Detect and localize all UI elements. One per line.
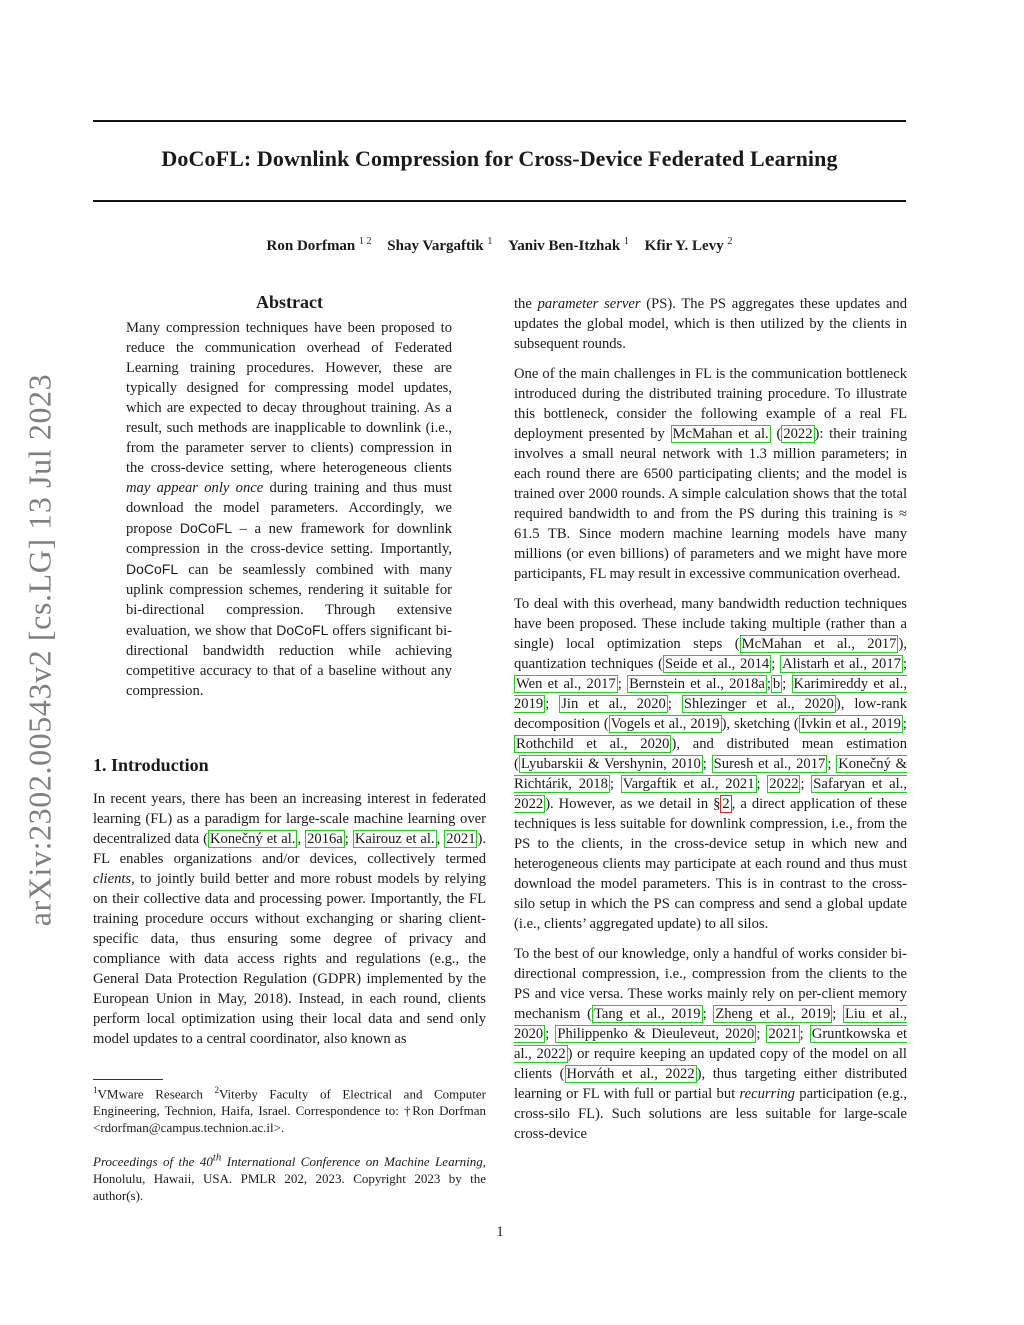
abstract-text: Many compression techniques have been proposed to reduce the communication overhead of Federated Learning training procedures. However, these are typically designed for compressing model updates, which are expected to decay throughout training. As a result, such methods are inapplicable to downlink (i.e., from the parameter server to clients) compression in the cross-device setting, where heterogeneous clients may appear only once during training and thus must download the model parameters. Accordingly, we propose DoCoFL – a new framework for downlink compression in the cross-device setting. Importantly, DoCoFL can be seamlessly combined with many uplink compression schemes, rendering it suitable for bi-directional compression. Through extensive evaluation, we show that DoCoFL offers significant bi-directional bandwidth reduction while achieving competitive accuracy to that of a baseline without any compression. [126, 320, 452, 699]
author: Yaniv Ben-Itzhak $^1$ [508, 236, 629, 254]
citation-link[interactable]: Vogels et al., 2019 [610, 716, 720, 732]
citation-link[interactable]: 2016a [307, 831, 343, 847]
citation-link[interactable]: Lyubarskii & Vershynin, 2010 [520, 756, 701, 772]
abstract-body [126, 318, 452, 701]
author-list [93, 236, 906, 255]
paragraph: To deal with this overhead, many bandwidth reduction techniques have been proposed. These include taking multiple (rather than a single) local optimization steps ( McMahan et al., 2017 ), quantization techniques ( Seide et al., 2014 ; Alistarh et al., 2017 ; Wen et al., 2017 ; Bernstein et al., 2018a ; b ; Karimireddy et al., 2019 ; Jin et al., 2020 ; Shlezinger et al., 2020 ), low-rank decomposition ( Vogels et al., 2019 ), sketching ( Ivkin et al., 2019 ; Rothchild et al., 2020 ), and distributed mean estimation ( Lyubarskii & Vershynin, 2010 ; Suresh et al., 2017 ; Konečný & Richtárik, 2018 ; Vargaftik et al., 2021 ; 2022 ; Safaryan et al., 2022 ). However, as we detail in § 2 , a direct application of these techniques is less suitable for downlink compression, i.e., from the PS to the clients, in the cross-device setup in which new and heterogeneous clients may participate at each round and thus must download the model parameters. This is in contrast to the cross-silo setup in which the PS can compress and send a global update (i.e., clients’ aggregated update) to all silos. [514, 596, 908, 932]
paragraph: the parameter server (PS). The PS aggregates these updates and updates the global model, which is then utilized by the clients in subsequent rounds. [514, 296, 908, 352]
footnote-affiliations: $^1$VMware Research $^2$Viterby Faculty of Electrical and Computer Engineering, Technion, Haifa, Israel. Correspondence to: †Ron Dorfman <rdorfman@campus.technion.ac.il>. [93, 1085, 486, 1136]
page-number: 1 [496, 1224, 504, 1240]
author: Kfir Y. Levy $^2$ [644, 236, 733, 254]
citation-link[interactable]: Wen et al., 2017 [516, 676, 616, 692]
paper-title: DoCoFL: Downlink Compression for Cross-Device Federated Learning [161, 146, 838, 171]
author: Shay Vargaftik $^1$ [387, 236, 493, 254]
title-rule-top [93, 120, 906, 122]
citation-link[interactable]: Zheng et al., 2019 [715, 1006, 831, 1022]
citation-link[interactable]: McMahan et al., 2017 [741, 636, 897, 652]
citation-link[interactable]: McMahan et al. [672, 426, 769, 442]
citation-link[interactable]: Safaryan et al., 2022 [514, 776, 907, 812]
paragraph: In recent years, there has been an increasing interest in federated learning (FL) as a paradigm for large-scale machine learning over decentralized data ( Konečný et al. , 2016a ; Kairouz et al. , 2021 ). FL enables organizations and/or devices, collectively termed clients, to jointly build better and more robust models by relying on their collective data and processing power. Importantly, the FL training procedure occurs without exchanging or sharing client-specific data, thus ensuring some degree of privacy and compliance with data access rights and regulations (e.g., the General Data Protection Regulation (GDPR) implemented by the European Union in May, 2018). Instead, in each round, clients perform local optimization using their local data and send only model updates to a central coordinator, also known as [93, 791, 486, 1047]
paragraph: One of the main challenges in FL is the communication bottleneck introduced during the distributed training procedure. To illustrate this bottleneck, consider the following example of a real FL deployment presented by McMahan et al. ( 2022 ): their training involves a small neural network with 1.3 million parameters; in each round there are 6500 participating clients; and the model is trained over 2000 rounds. A simple calculation shows that the total required bandwidth to and from the PS during this training is ≈ 61.5 TB. Since modern machine learning models have many millions (or even billions) of parameters and we might have more participants, FL may result in excessive communication overhead. [514, 366, 907, 582]
citation-link[interactable]: 2021 [446, 831, 476, 847]
citation-link[interactable]: Tang et al., 2019 [594, 1006, 701, 1022]
citation-link[interactable]: Rothchild et al., 2020 [516, 736, 670, 752]
citation-link[interactable]: Gruntkowska et al., 2022 [514, 1026, 908, 1062]
citation-link[interactable]: Karimireddy et al., 2019 [514, 676, 908, 712]
citation-link[interactable]: Konečný et al. [210, 831, 296, 847]
citation-link[interactable]: Suresh et al., 2017 [713, 756, 826, 772]
title-rule-bottom [93, 200, 906, 202]
citation-link[interactable]: Bernstein et al., 2018a [629, 676, 765, 692]
citation-link[interactable]: Kairouz et al. [354, 831, 435, 847]
citation-link[interactable]: 2022 [769, 776, 799, 792]
section-heading-introduction: 1. Introduction [93, 755, 209, 775]
paragraph: To the best of our knowledge, only a handful of works consider bi-directional compression, i.e., compression from the clients to the PS and vice versa. These works mainly rely on per-client memory mechanism ( Tang et al., 2019 ; Zheng et al., 2019 ; Liu et al., 2020 ; Philippenko & Dieuleveut, 2020 ; 2021 ; Gruntkowska et al., 2022 ) or require keeping an updated copy of the model on all clients ( Horváth et al., 2022 ), thus targeting either distributed learning or FL with full or partial but recurring participation (e.g., cross-silo FL). Such solutions are less suitable for large-scale cross-device [514, 946, 908, 1142]
citation-link[interactable]: Alistarh et al., 2017 [782, 656, 901, 672]
author: Ron Dorfman $^{1 2}$ [266, 236, 372, 254]
citation-link[interactable]: Liu et al., 2020 [514, 1006, 908, 1042]
abstract-heading: Abstract [256, 292, 323, 312]
right-column-body [514, 294, 907, 1144]
citation-link[interactable]: 2022 [783, 426, 813, 442]
citation-link[interactable]: Philippenko & Dieuleveut, 2020 [557, 1026, 755, 1042]
citation-link[interactable]: Seide et al., 2014 [664, 656, 770, 672]
citation-link[interactable]: Jin et al., 2020 [561, 696, 666, 712]
citation-link[interactable]: 2021 [768, 1026, 798, 1042]
proceedings-note: Proceedings of the 40th International Conference on Machine Learning, Honolulu, Hawaii, USA. PMLR 202, 2023. Copyright 2023 by the author(s). [93, 1152, 486, 1204]
citation-link[interactable]: Shlezinger et al., 2020 [683, 696, 834, 712]
section-ref-link[interactable]: 2 [722, 796, 730, 812]
citation-link[interactable]: Vargaftik et al., 2021 [622, 776, 755, 792]
citation-link[interactable]: Konečný & Richtárik, 2018 [514, 756, 908, 792]
introduction-body [93, 789, 486, 1049]
citation-link[interactable]: Horváth et al., 2022 [566, 1066, 695, 1082]
footnote-rule [93, 1079, 163, 1080]
citation-link[interactable]: b [772, 676, 781, 692]
citation-link[interactable]: Ivkin et al., 2019 [800, 716, 901, 732]
